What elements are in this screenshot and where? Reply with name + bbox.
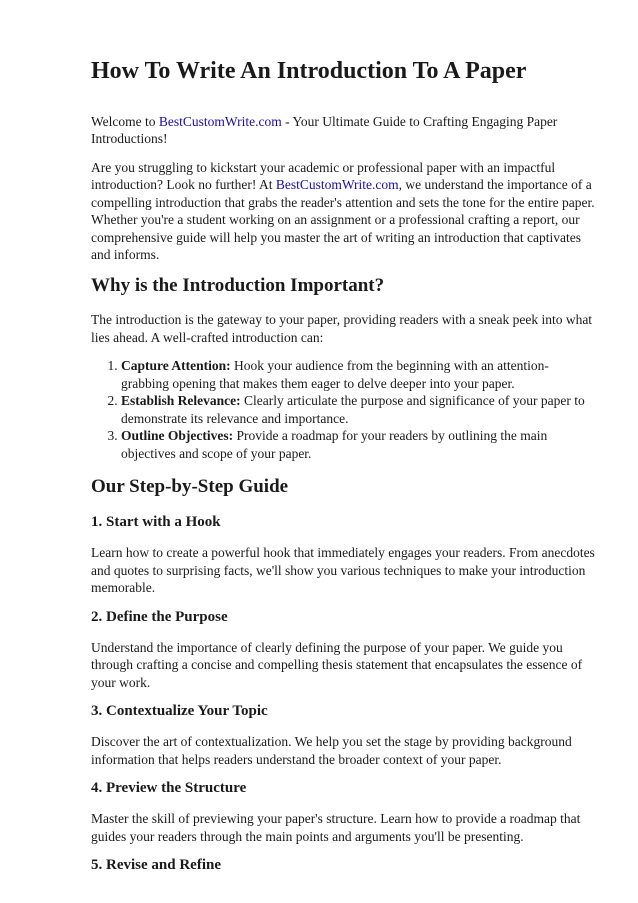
step-heading: 1. Start with a Hook [91, 514, 221, 531]
step-text: Discover the art of contextualization. We help you set the stage by providing background information that helps readers understand the broader context of your paper. [91, 734, 572, 767]
section-heading-why: Why is the Introduction Important? [91, 274, 385, 296]
section-heading-guide: Our Step-by-Step Guide [91, 476, 289, 498]
site-link-inline[interactable]: BestCustomWrite.com [275, 177, 399, 193]
step-heading: 5. Revise and Refine [91, 857, 221, 874]
step-text: Master the skill of previewing your paper's structure. Learn how to provide a roadmap that guides your readers through the main points and arguments you'll be presenting. [91, 811, 581, 844]
step-heading: 2. Define the Purpose [91, 608, 228, 625]
site-link[interactable]: BestCustomWrite.com [158, 113, 282, 129]
step-heading: 4. Preview the Structure [91, 780, 247, 797]
list-item: 2. Establish Relevance: Clearly articulate the purpose and significance of your paper to demonstrate its relevance and importance. [121, 392, 596, 427]
list-item: 3. Outline Objectives: Provide a roadmap for your readers by outlining the main objectives and scope of your paper. [121, 427, 596, 462]
list-item: 1. Capture Attention: Hook your audience from the beginning with an attention-grabbing opening that makes them eager to delve deeper into your paper. [121, 357, 596, 392]
welcome-paragraph: Welcome to BestCustomWrite.com - Your Ultimate Guide to Crafting Engaging Paper Introductions! [91, 113, 558, 147]
step-heading: 3. Contextualize Your Topic [91, 703, 268, 720]
step-text: Learn how to create a powerful hook that immediately engages your readers. From anecdotes and quotes to surprising facts, we'll show you various techniques to make your introduction memorable. [91, 545, 595, 596]
page-title: How To Write An Introduction To A Paper [91, 58, 527, 84]
benefits-list [91, 357, 596, 462]
intro-paragraph: Are you struggling to kickstart your academic or professional paper with an impactful introduction? Look no further! At BestCustomWrite.com, we understand the importance of a compelling introduction that grabs the reader's attention and sets the tone for the entire paper. Whether you're a student working on an assignment or a professional crafting a report, our comprehensive guide will help you master the art of writing an introduction that captivates and informs. [91, 159, 595, 263]
why-paragraph: The introduction is the gateway to your paper, providing readers with a sneak peek into what lies ahead. A well-crafted introduction can: [91, 312, 593, 345]
step-text: Understand the importance of clearly defining the purpose of your paper. We guide you through crafting a concise and compelling thesis statement that encapsulates the essence of your work. [91, 639, 583, 690]
